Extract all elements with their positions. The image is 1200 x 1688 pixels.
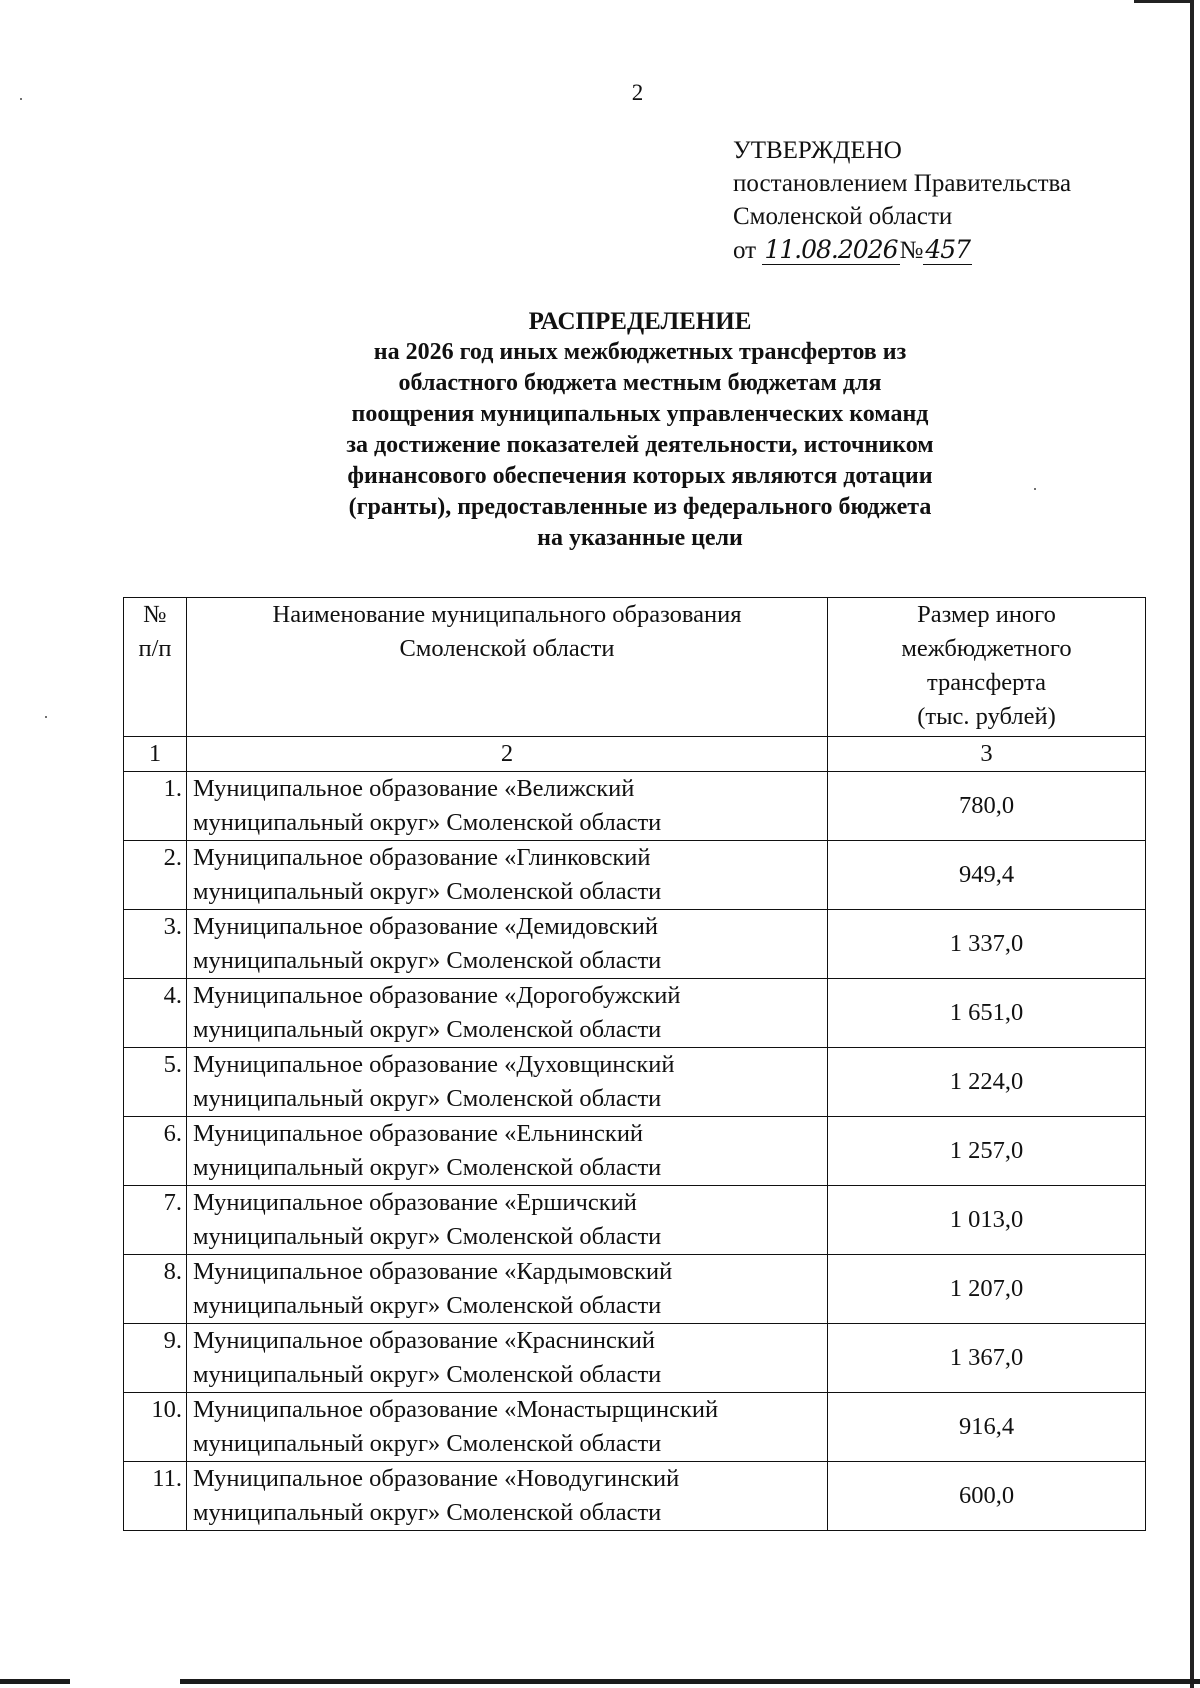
municipality-name-line: муниципальный округ» Смоленской области — [193, 1223, 662, 1250]
column-index-row — [124, 737, 1146, 772]
header-value — [828, 598, 1146, 737]
title-line: (гранты), предоставленные из федерального бюджета — [348, 494, 932, 520]
title-line: поощрения муниципальных управленческих команд — [351, 401, 929, 427]
header-name — [187, 598, 828, 737]
municipality-name — [187, 772, 828, 841]
approval-block — [733, 134, 1071, 267]
municipality-name-line: Муниципальное образование «Монастырщинский — [193, 1396, 719, 1423]
handwritten-number: 457 — [925, 235, 971, 264]
header-num-line: № — [143, 601, 167, 628]
table-row — [124, 1117, 1146, 1186]
header-name-line: Смоленской области — [399, 635, 615, 662]
title-line: на указанные цели — [537, 525, 743, 551]
column-index: 1 — [124, 737, 187, 772]
handwritten-date: 11.08.2026 — [764, 235, 898, 264]
table-row — [124, 772, 1146, 841]
municipality-name-line: Муниципальное образование «Новодугинский — [193, 1465, 680, 1492]
municipality-name-line: муниципальный округ» Смоленской области — [193, 947, 662, 974]
transfer-amount: 600,0 — [828, 1462, 1146, 1531]
scan-edge-right — [1190, 0, 1194, 1688]
municipality-name-line: муниципальный округ» Смоленской области — [193, 1499, 662, 1526]
row-number: 7. — [124, 1186, 187, 1255]
table-row — [124, 1462, 1146, 1531]
municipality-name-line: Муниципальное образование «Краснинский — [193, 1327, 656, 1354]
municipality-name-line: муниципальный округ» Смоленской области — [193, 878, 662, 905]
header-value-line: Размер иного — [917, 601, 1056, 628]
document-title — [215, 306, 1065, 554]
municipality-name-line: Муниципальное образование «Ершичский — [193, 1189, 637, 1216]
table-body — [124, 772, 1146, 1531]
column-index: 2 — [187, 737, 828, 772]
municipality-name-line: муниципальный округ» Смоленской области — [193, 809, 662, 836]
table-row — [124, 1393, 1146, 1462]
row-number: 11. — [124, 1462, 187, 1531]
number-prefix: № — [899, 237, 924, 264]
municipality-name — [187, 1117, 828, 1186]
scan-edge-top — [1134, 0, 1194, 3]
table-row — [124, 910, 1146, 979]
municipality-name-line: Муниципальное образование «Кардымовский — [193, 1258, 673, 1285]
municipality-name-line: Муниципальное образование «Духовщинский — [193, 1051, 675, 1078]
table-row — [124, 1255, 1146, 1324]
transfer-amount: 1 651,0 — [828, 979, 1146, 1048]
row-number: 4. — [124, 979, 187, 1048]
approval-date-line — [733, 233, 1071, 267]
municipality-name-line: Муниципальное образование «Ельнинский — [193, 1120, 644, 1147]
transfer-amount: 1 337,0 — [828, 910, 1146, 979]
header-value-line: трансферта — [927, 669, 1046, 696]
transfer-amount: 1 207,0 — [828, 1255, 1146, 1324]
title-line: финансового обеспечения которых являются дотации — [347, 463, 933, 489]
header-name-line: Наименование муниципального образования — [272, 601, 742, 628]
transfer-amount: 1 013,0 — [828, 1186, 1146, 1255]
row-number: 9. — [124, 1324, 187, 1393]
table-row — [124, 841, 1146, 910]
row-number: 1. — [124, 772, 187, 841]
municipality-name — [187, 910, 828, 979]
transfer-amount: 780,0 — [828, 772, 1146, 841]
row-number: 2. — [124, 841, 187, 910]
table-row — [124, 1186, 1146, 1255]
transfer-amount: 1 257,0 — [828, 1117, 1146, 1186]
title-line: на 2026 год иных межбюджетных трансфертов из — [373, 339, 907, 365]
municipality-name-line: муниципальный округ» Смоленской области — [193, 1430, 662, 1457]
header-num-line: п/п — [138, 635, 172, 662]
approval-line-2: Смоленской области — [733, 203, 953, 230]
municipality-name-line: муниципальный округ» Смоленской области — [193, 1085, 662, 1112]
header-num — [124, 598, 187, 737]
scan-speck — [45, 716, 47, 718]
municipality-name-line: Муниципальное образование «Дорогобужский — [193, 982, 681, 1009]
approval-heading: УТВЕРЖДЕНО — [733, 137, 902, 164]
municipality-name — [187, 1255, 828, 1324]
table-row — [124, 979, 1146, 1048]
municipality-name — [187, 1048, 828, 1117]
table-row — [124, 1048, 1146, 1117]
row-number: 6. — [124, 1117, 187, 1186]
municipality-name — [187, 1186, 828, 1255]
table-row — [124, 1324, 1146, 1393]
transfer-amount: 1 224,0 — [828, 1048, 1146, 1117]
row-number: 10. — [124, 1393, 187, 1462]
municipality-name-line: муниципальный округ» Смоленской области — [193, 1016, 662, 1043]
row-number: 5. — [124, 1048, 187, 1117]
municipality-name — [187, 1393, 828, 1462]
scan-edge-gap — [70, 1674, 180, 1686]
transfer-amount: 949,4 — [828, 841, 1146, 910]
municipality-name — [187, 1324, 828, 1393]
row-number: 8. — [124, 1255, 187, 1324]
title-main: РАСПРЕДЕЛЕНИЕ — [528, 308, 752, 335]
table-header-row — [124, 598, 1146, 737]
page-number: 2 — [631, 80, 644, 105]
date-prefix: от — [733, 237, 757, 264]
distribution-table — [123, 597, 1146, 1531]
transfer-amount: 916,4 — [828, 1393, 1146, 1462]
municipality-name — [187, 1462, 828, 1531]
title-line: за достижение показателей деятельности, источником — [346, 432, 934, 458]
municipality-name — [187, 841, 828, 910]
header-value-line: межбюджетного — [901, 635, 1072, 662]
title-line: областного бюджета местным бюджетам для — [398, 370, 882, 396]
scan-edge-bottom — [0, 1679, 1200, 1684]
transfer-amount: 1 367,0 — [828, 1324, 1146, 1393]
municipality-name-line: Муниципальное образование «Велижский — [193, 775, 635, 802]
municipality-name-line: Муниципальное образование «Глинковский — [193, 844, 651, 871]
header-value-line: (тыс. рублей) — [917, 703, 1056, 730]
column-index: 3 — [828, 737, 1146, 772]
municipality-name — [187, 979, 828, 1048]
row-number: 3. — [124, 910, 187, 979]
municipality-name-line: Муниципальное образование «Демидовский — [193, 913, 658, 940]
approval-line-1: постановлением Правительства — [733, 170, 1072, 197]
municipality-name-line: муниципальный округ» Смоленской области — [193, 1361, 662, 1388]
municipality-name-line: муниципальный округ» Смоленской области — [193, 1292, 662, 1319]
municipality-name-line: муниципальный округ» Смоленской области — [193, 1154, 662, 1181]
